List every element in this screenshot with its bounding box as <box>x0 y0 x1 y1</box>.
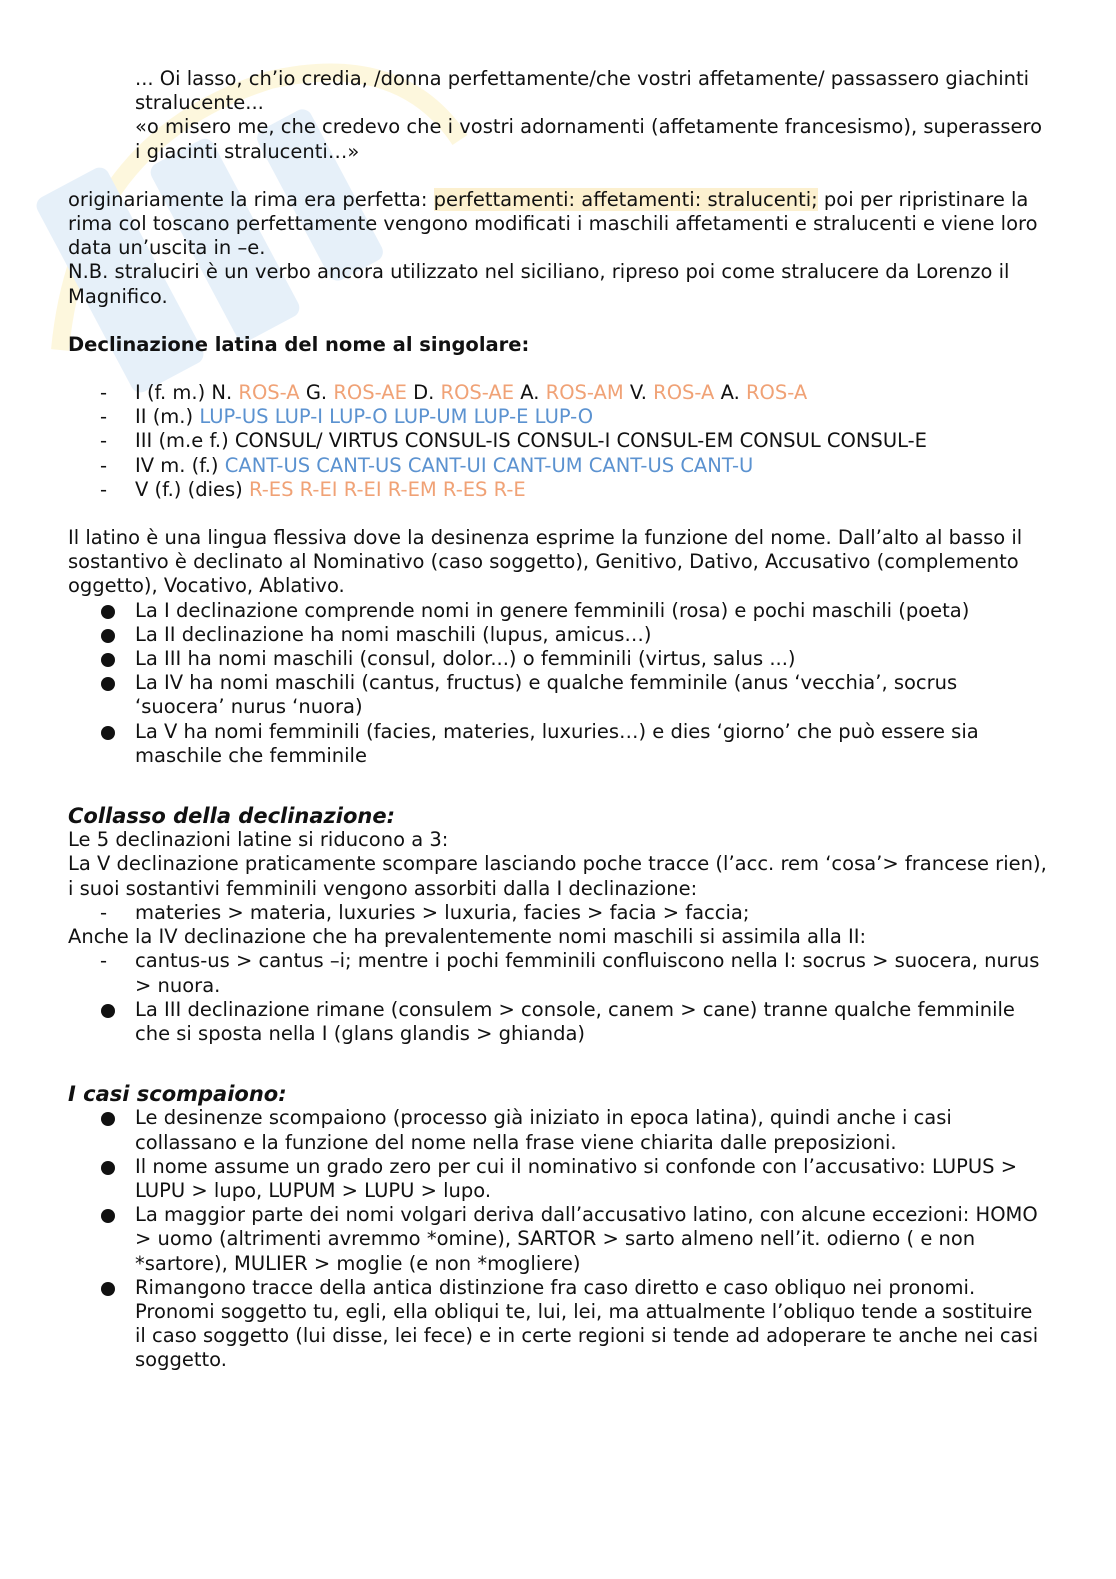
list-item: Le desinenze scompaiono (processo già iniziato in epoca latina), quindi anche i casi collassano e la funzione del nome nella frase viene chiarita dalle preposizioni. <box>68 1106 1048 1154</box>
bullet-icon <box>101 1209 115 1223</box>
declension-row: - II (m.) LUP-US LUP-I LUP-O LUP-UM LUP-E LUP-O <box>100 405 594 429</box>
bullet-icon <box>101 1282 115 1296</box>
declinazione-heading: Declinazione latina del nome al singolare: <box>68 332 530 356</box>
rima-paragraph: originariamente la rima era perfetta: perfettamenti: affetamenti: stralucenti; poi per ripristinare la rima col toscano perfettamente vengono modificati i maschili affetamenti e stralucenti e viene loro data un’uscita in –e. <box>68 187 1038 260</box>
bullet-icon <box>101 1004 115 1018</box>
collasso-heading: Collasso della declinazione: <box>68 804 395 829</box>
list-item: La III ha nomi maschili (consul, dolor...) o femminili (virtus, salus ...) <box>68 647 1048 671</box>
rima-highlight: perfettamenti: affetamenti: stralucenti; <box>433 187 818 211</box>
collasso-dash-2 <box>68 949 1048 997</box>
list-item: La II declinazione ha nomi maschili (lupus, amicus…) <box>68 623 1048 647</box>
declension-row: - I (f. m.) N. ROS-A G. ROS-AE D. ROS-AE A. ROS-AM V. ROS-A A. ROS-A <box>100 381 808 405</box>
collasso-dash-1 <box>68 901 1048 925</box>
declension-list <box>68 381 1048 502</box>
nb-paragraph: N.B. straluciri è un verbo ancora utilizzato nel siciliano, ripreso poi come stralucere da Lorenzo il Magnifico. <box>68 260 1010 308</box>
bullet-icon <box>101 629 115 643</box>
collasso-line-2: La V declinazione praticamente scompare lasciando poche tracce (l’acc. rem ‘cosa’> francese rien), i suoi sostantivi femminili vengono assorbiti dalla I declinazione: <box>68 852 1047 900</box>
list-item: - cantus-us > cantus –i; mentre i pochi femminili confluiscono nella I: socrus > suocera, nurus > nuora. <box>100 949 1040 997</box>
bullet-icon <box>101 653 115 667</box>
casi-heading: I casi scompaiono: <box>68 1082 287 1107</box>
bullet-icon <box>101 726 115 740</box>
bullet-icon <box>101 605 115 619</box>
quote-block <box>68 67 1048 164</box>
declension-row: - III (m.e f.) CONSUL/ VIRTUS CONSUL-IS CONSUL-I CONSUL-EM CONSUL CONSUL-E <box>100 429 927 453</box>
quote-line-1: ... Oi lasso, ch’io credia, /donna perfettamente/che vostri affetamente/ passassero giachinti stralucente... <box>135 67 1030 115</box>
casi-list <box>68 1106 1048 1372</box>
list-item: La III declinazione rimane (consulem > console, canem > cane) tranne qualche femminile che si sposta nella I (glans glandis > ghianda) <box>68 998 1048 1046</box>
declension-row: - V (f.) (dies) R-ES R-EI R-EI R-EM R-ES R-E <box>100 477 526 501</box>
list-item: - materies > materia, luxuries > luxuria, facies > facia > faccia; <box>100 900 750 924</box>
collasso-line-1: Le 5 declinazioni latine si riducono a 3: <box>68 828 449 852</box>
bullet-icon <box>101 1112 115 1126</box>
bullet-icon <box>101 677 115 691</box>
list-item: Il nome assume un grado zero per cui il nominativo si confonde con l’accusativo: LUPUS > LUPU > lupo, LUPUM > LUPU > lupo. <box>68 1155 1048 1203</box>
declension-row: - IV m. (f.) CANT-US CANT-US CANT-UI CANT-UM CANT-US CANT-U <box>100 453 754 477</box>
document-page <box>68 67 1048 1373</box>
flessiva-paragraph: Il latino è una lingua flessiva dove la desinenza esprime la funzione del nome. Dall’alto al basso il sostantivo è declinato al Nominativo (caso soggetto), Genitivo, Dativo, Accusativo (complemento oggetto), Vocativo, Ablativo. <box>68 526 1023 598</box>
list-item: La V ha nomi femminili (facies, materies, luxuries…) e dies ‘giorno’ che può essere sia maschile che femminile <box>68 720 1048 768</box>
collasso-bullet <box>68 998 1048 1046</box>
collasso-line-3: Anche la IV declinazione che ha prevalentemente nomi maschili si assimila alla II: <box>68 925 867 949</box>
list-item: La maggior parte dei nomi volgari deriva dall’accusativo latino, con alcune eccezioni: HOMO > uomo (altrimenti avremmo *omine), SARTOR > sarto almeno nell’it. odierno ( e non *sartore), MULIER > moglie (e non *mogliere) <box>68 1203 1048 1276</box>
list-item: La I declinazione comprende nomi in genere femminili (rosa) e pochi maschili (poeta) <box>68 599 1048 623</box>
quote-line-2: «o misero me, che credevo che i vostri adornamenti (affetamente francesismo), superassero i giacinti stralucenti…» <box>135 115 1043 163</box>
list-item: La IV ha nomi maschili (cantus, fructus) e qualche femminile (anus ‘vecchia’, socrus ‘suocera’ nurus ‘nuora) <box>68 671 1048 719</box>
bullet-icon <box>101 1161 115 1175</box>
list-item: Rimangono tracce della antica distinzione fra caso diretto e caso obliquo nei pronomi. Pronomi soggetto tu, egli, ella obliqui te, lui, lei, ma attualmente l’obliquo tende a sostituire il caso soggetto (lui disse, lei fece) e in certe regioni si tende ad adoperare te anche nei casi soggetto. <box>68 1276 1048 1373</box>
declension-notes-list <box>68 599 1048 768</box>
